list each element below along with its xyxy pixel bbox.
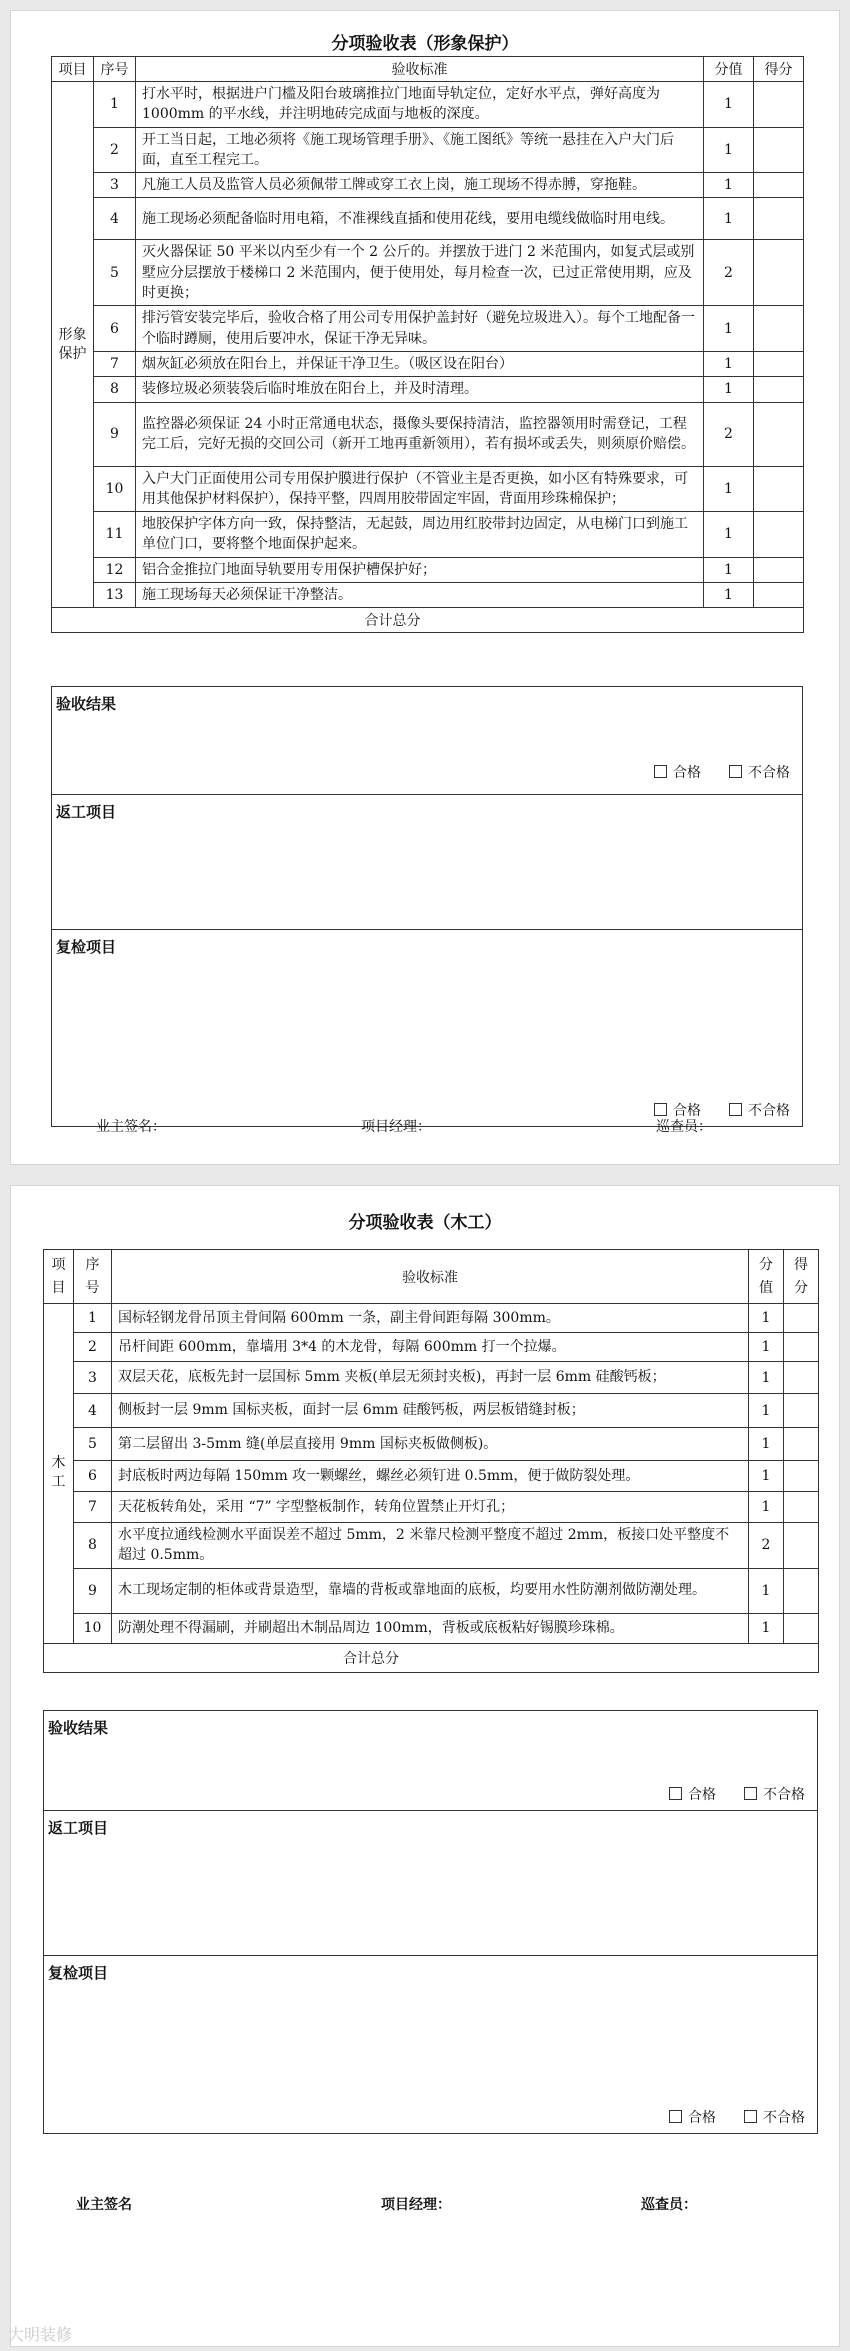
header-got: 得分	[784, 1250, 819, 1304]
table-row	[52, 512, 804, 558]
header-criteria: 验收标准	[112, 1250, 749, 1304]
watermark: 大明装修	[8, 2325, 73, 2344]
score-value: 1	[704, 583, 754, 608]
criteria-text: 凡施工人员及监管人员必须佩带工牌或穿工衣上岗，施工现场不得赤膊，穿拖鞋。	[136, 173, 704, 198]
score-value: 1	[704, 377, 754, 402]
criteria-text: 监控器必须保证 24 小时正常通电状态，摄像头要保持清洁，监控器领用时需登记，工程完工后，完好无损的交回公司（新开工地再重新领用），若有损坏或丢失，则须原价赔偿。	[136, 402, 704, 466]
score-input-cell[interactable]	[784, 1568, 819, 1613]
manager-signature-label: 项目经理：	[361, 1119, 431, 1135]
score-input-cell[interactable]	[784, 1523, 819, 1569]
score-value: 1	[704, 466, 754, 512]
section-label: 返工项目	[56, 803, 117, 821]
score-value: 1	[704, 198, 754, 240]
row-number: 7	[74, 1492, 112, 1523]
table-row	[52, 240, 804, 306]
section-label: 验收结果	[48, 1719, 109, 1737]
section-label: 返工项目	[48, 1819, 109, 1837]
row-number: 8	[94, 377, 136, 402]
score-value: 1	[749, 1613, 784, 1643]
score-input-cell[interactable]	[784, 1613, 819, 1643]
header-project: 项目	[52, 57, 94, 82]
pass-label: 合格	[688, 2110, 716, 2126]
recheck-section	[52, 930, 803, 1127]
category-cell	[44, 1304, 74, 1644]
criteria-text: 国标轻钢龙骨吊顶主骨间隔 600mm 一条，副主骨间距每隔 300mm。	[112, 1304, 749, 1333]
score-input-cell[interactable]	[784, 1461, 819, 1492]
table-row	[44, 1428, 819, 1461]
score-value: 1	[749, 1304, 784, 1333]
criteria-text: 侧板封一层 9mm 国标夹板，面封一层 6mm 硅酸钙板，两层板错缝封板；	[112, 1394, 749, 1428]
score-input-cell[interactable]	[754, 583, 804, 608]
table-row	[44, 1613, 819, 1643]
owner-signature-label: 业主签名	[76, 2197, 132, 2213]
criteria-text: 烟灰缸必须放在阳台上，并保证干净卫生。（吸区设在阳台）	[136, 351, 704, 376]
table-row	[52, 377, 804, 402]
table-row	[52, 557, 804, 582]
pass-checkbox[interactable]	[654, 1103, 667, 1116]
review-sections	[43, 1710, 818, 2134]
table-row	[44, 1304, 819, 1333]
score-input-cell[interactable]	[754, 402, 804, 466]
score-input-cell[interactable]	[784, 1428, 819, 1461]
criteria-text: 地胶保护字体方向一致，保持整洁，无起鼓，周边用红胶带封边固定，从电梯门口到施工单位门口，要将整个地面保护起来。	[136, 512, 704, 558]
table-row	[52, 402, 804, 466]
row-number: 3	[74, 1362, 112, 1394]
row-number: 6	[94, 306, 136, 352]
criteria-text: 开工当日起，工地必须将《施工现场管理手册》、《施工图纸》等统一悬挂在入户大门后面，直至工程完工。	[136, 127, 704, 173]
criteria-text: 施工现场每天必须保证干净整洁。	[136, 583, 704, 608]
form-sheet-carpentry	[10, 1185, 840, 2347]
score-value: 1	[749, 1428, 784, 1461]
criteria-text: 吊杆间距 600mm，靠墙用 3*4 的木龙骨，每隔 600mm 打一个拉爆。	[112, 1333, 749, 1362]
table-row	[52, 583, 804, 608]
table-row	[44, 1362, 819, 1394]
rework-section	[44, 1811, 818, 1956]
row-number: 2	[94, 127, 136, 173]
row-number: 3	[94, 173, 136, 198]
pass-checkbox[interactable]	[669, 2110, 682, 2123]
criteria-text: 装修垃圾必须装袋后临时堆放在阳台上，并及时清理。	[136, 377, 704, 402]
section-label: 复检项目	[48, 1964, 109, 1982]
acceptance-table	[51, 56, 804, 633]
form-title: 分项验收表（形象保护）	[331, 34, 519, 54]
criteria-text: 铝合金推拉门地面导轨要用专用保护槽保护好；	[136, 557, 704, 582]
criteria-text: 施工现场必须配备临时用电箱，不准裸线直插和使用花线，要用电缆线做临时用电线。	[136, 198, 704, 240]
row-number: 1	[74, 1304, 112, 1333]
total-label: 合计总分	[52, 608, 804, 633]
total-label: 合计总分	[44, 1643, 819, 1672]
criteria-text: 封底板时两边每隔 150mm 攻一颗螺丝，螺丝必须钉进 0.5mm，便于做防裂处理。	[112, 1461, 749, 1492]
header-no: 序号	[94, 57, 136, 82]
criteria-text: 排污管安装完毕后，验收合格了用公司专用保护盖封好（避免垃圾进入）。每个工地配备一个临时蹲厕，使用后要冲水，保证干净无异味。	[136, 306, 704, 352]
score-input-cell[interactable]	[754, 127, 804, 173]
row-number: 2	[74, 1333, 112, 1362]
row-number: 9	[74, 1568, 112, 1613]
total-row	[52, 608, 804, 633]
table-row	[44, 1523, 819, 1569]
table-row	[44, 1461, 819, 1492]
score-value: 1	[704, 557, 754, 582]
row-number: 9	[94, 402, 136, 466]
header-score: 分值	[704, 57, 754, 82]
score-value: 2	[749, 1523, 784, 1569]
score-input-cell[interactable]	[754, 82, 804, 128]
pass-checkbox[interactable]	[654, 765, 667, 778]
header-no: 序号	[74, 1250, 112, 1304]
table-row	[44, 1394, 819, 1428]
table-row	[52, 198, 804, 240]
table-row	[52, 306, 804, 352]
score-value: 1	[749, 1492, 784, 1523]
row-number: 12	[94, 557, 136, 582]
score-input-cell[interactable]	[754, 198, 804, 240]
score-value: 1	[749, 1461, 784, 1492]
score-input-cell[interactable]	[784, 1394, 819, 1428]
row-number: 10	[74, 1613, 112, 1643]
row-number: 5	[94, 240, 136, 306]
table-row	[52, 127, 804, 173]
header-got: 得分	[754, 57, 804, 82]
fail-checkbox[interactable]	[744, 2110, 757, 2123]
score-input-cell[interactable]	[754, 512, 804, 558]
acceptance-result-section	[52, 687, 803, 795]
table-row	[44, 1568, 819, 1613]
fail-label: 不合格	[748, 1103, 790, 1119]
rework-section	[52, 795, 803, 930]
score-input-cell[interactable]	[754, 240, 804, 306]
score-value: 2	[704, 402, 754, 466]
criteria-text: 打水平时，根据进户门槛及阳台玻璃推拉门地面导轨定位，定好水平点，弹好高度为 1000mm 的平水线，并注明地砖完成面与地板的深度。	[136, 82, 704, 128]
row-number: 4	[94, 198, 136, 240]
criteria-text: 入户大门正面使用公司专用保护膜进行保护（不管业主是否更换，如小区有特殊要求，可用其他保护材料保护），保持平整，四周用胶带固定牢固，背面用珍珠棉保护；	[136, 466, 704, 512]
score-input-cell[interactable]	[754, 306, 804, 352]
score-value: 1	[704, 173, 754, 198]
row-number: 11	[94, 512, 136, 558]
row-number: 7	[94, 351, 136, 376]
score-input-cell[interactable]	[784, 1304, 819, 1333]
acceptance-table	[43, 1249, 819, 1673]
table-row	[44, 1333, 819, 1362]
score-value: 1	[749, 1362, 784, 1394]
table-header-row	[44, 1250, 819, 1304]
criteria-text: 防潮处理不得漏刷，并刷超出木制品周边 100mm，背板或底板粘好锡膜珍珠棉。	[112, 1613, 749, 1643]
category-label: 木工	[51, 1454, 66, 1491]
fail-checkbox[interactable]	[744, 1787, 757, 1800]
score-value: 1	[749, 1394, 784, 1428]
table-row	[44, 1492, 819, 1523]
score-value: 1	[704, 127, 754, 173]
row-number: 10	[94, 466, 136, 512]
table-header-row	[52, 57, 804, 82]
score-value: 2	[704, 240, 754, 306]
table-row	[52, 466, 804, 512]
category-label: 形象保护	[58, 326, 87, 362]
row-number: 13	[94, 583, 136, 608]
fail-label: 不合格	[763, 2110, 805, 2126]
recheck-section	[44, 1956, 818, 2134]
score-input-cell[interactable]	[754, 351, 804, 376]
criteria-text: 天花板转角处，采用 “7” 字型整板制作，转角位置禁止开灯孔；	[112, 1492, 749, 1523]
owner-signature-label: 业主签名：	[96, 1119, 166, 1135]
pass-label: 合格	[673, 765, 701, 781]
row-number: 8	[74, 1523, 112, 1569]
score-value: 1	[704, 82, 754, 128]
row-number: 4	[74, 1394, 112, 1428]
table-row	[52, 82, 804, 128]
form-sheet-image-protection	[10, 10, 840, 1165]
score-value: 1	[704, 351, 754, 376]
criteria-text: 双层天花，底板先封一层国标 5mm 夹板(单层无须封夹板)，再封一层 6mm 硅酸钙板；	[112, 1362, 749, 1394]
score-input-cell[interactable]	[784, 1492, 819, 1523]
score-input-cell[interactable]	[754, 557, 804, 582]
fail-label: 不合格	[748, 765, 790, 781]
pass-label: 合格	[673, 1103, 701, 1119]
form-title: 分项验收表（木工）	[348, 1213, 502, 1233]
row-number: 5	[74, 1428, 112, 1461]
criteria-text: 第二层留出 3-5mm 缝(单层直接用 9mm 国标夹板做侧板)。	[112, 1428, 749, 1461]
inspector-signature-label: 巡查员：	[656, 1119, 712, 1135]
category-cell	[52, 82, 94, 608]
inspector-signature-label: 巡查员：	[641, 2197, 697, 2213]
score-input-cell[interactable]	[754, 466, 804, 512]
score-input-cell[interactable]	[754, 173, 804, 198]
score-value: 1	[704, 306, 754, 352]
score-input-cell[interactable]	[784, 1362, 819, 1394]
manager-signature-label: 项目经理：	[381, 2197, 451, 2213]
score-value: 1	[749, 1333, 784, 1362]
header-score: 分值	[749, 1250, 784, 1304]
header-criteria: 验收标准	[136, 57, 704, 82]
header-project: 项目	[44, 1250, 74, 1304]
total-row	[44, 1643, 819, 1672]
section-label: 验收结果	[56, 695, 117, 713]
fail-label: 不合格	[763, 1787, 805, 1803]
score-value: 1	[749, 1568, 784, 1613]
score-input-cell[interactable]	[754, 377, 804, 402]
review-sections	[51, 686, 803, 1127]
table-row	[52, 173, 804, 198]
criteria-text: 灭火器保证 50 平米以内至少有一个 2 公斤的。并摆放于进门 2 米范围内，如复式层或别墅应分层摆放于楼梯口 2 米范围内，便于使用处，每月检查一次，已过正常使用期，应及时更换；	[136, 240, 704, 306]
section-label: 复检项目	[56, 938, 117, 956]
acceptance-result-section	[44, 1711, 818, 1811]
score-input-cell[interactable]	[784, 1333, 819, 1362]
score-value: 1	[704, 512, 754, 558]
pass-checkbox[interactable]	[669, 1787, 682, 1800]
pass-label: 合格	[688, 1787, 716, 1803]
row-number: 1	[94, 82, 136, 128]
criteria-text: 木工现场定制的柜体或背景造型，靠墙的背板或靠地面的底板，均要用水性防潮剂做防潮处理。	[112, 1568, 749, 1613]
fail-checkbox[interactable]	[729, 765, 742, 778]
fail-checkbox[interactable]	[729, 1103, 742, 1116]
table-row	[52, 351, 804, 376]
row-number: 6	[74, 1461, 112, 1492]
criteria-text: 水平度拉通线检测水平面误差不超过 5mm，2 米靠尺检测平整度不超过 2mm，板接口处平整度不超过 0.5mm。	[112, 1523, 749, 1569]
